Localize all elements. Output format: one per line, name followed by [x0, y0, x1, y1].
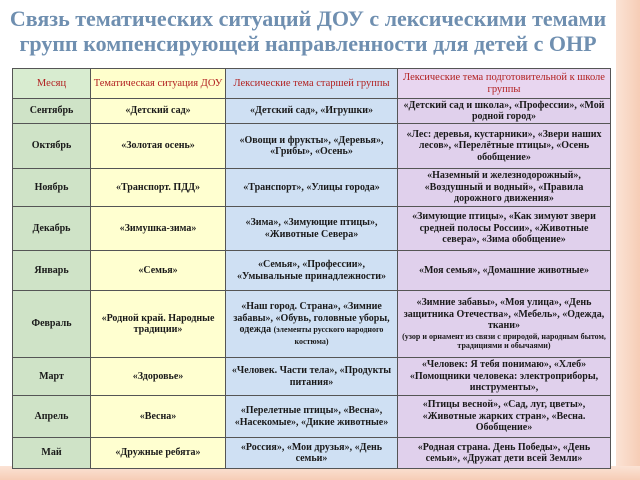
month-cell: Декабрь	[13, 207, 91, 251]
situation-cell: «Родной край. Народные традиции»	[91, 291, 226, 358]
prep-cell: «Птицы весной», «Сад, луг, цветы», «Животные жарких стран», «Весна. Обобщение»	[398, 396, 611, 438]
situation-cell: «Дружные ребята»	[91, 438, 226, 469]
prep-cell: «Человек: Я тебя понимаю», «Хлеб» «Помощники человека: электроприборы, инструменты»,	[398, 358, 611, 396]
senior-cell: «Транспорт», «Улицы города»	[226, 169, 398, 207]
page-title	[0, 6, 616, 56]
senior-cell-note: (элементы русского народного костюма)	[273, 325, 384, 346]
prep-cell-note: (узор и орнамент из связи с природой, народным бытом, традициями и обычаями)	[402, 331, 606, 351]
table-row	[13, 99, 611, 124]
month-cell: Февраль	[13, 291, 91, 358]
header-month: Месяц	[13, 69, 91, 99]
senior-cell: «Россия», «Мои друзья», «День семьи»	[226, 438, 398, 469]
prep-cell: «Моя семья», «Домашние животные»	[398, 251, 611, 291]
themes-table	[12, 68, 611, 469]
senior-cell: «Перелетные птицы», «Весна», «Насекомые», «Дикие животные»	[226, 396, 398, 438]
prep-cell-text: «Зимние забавы», «Моя улица», «День защитника Отечества», «Мебель», «Одежда, ткани»	[403, 297, 605, 332]
situation-cell: «Транспорт. ПДД»	[91, 169, 226, 207]
table-row	[13, 169, 611, 207]
prep-cell: «Зимующие птицы», «Как зимуют звери средней полосы России», «Животные севера», «Зима обобщение»	[398, 207, 611, 251]
situation-cell: «Здоровье»	[91, 358, 226, 396]
header-senior-group: Лексические тема старшей группы	[226, 69, 398, 99]
senior-cell: «Овощи и фрукты», «Деревья», «Грибы», «Осень»	[226, 124, 398, 169]
situation-cell: «Зимушка-зима»	[91, 207, 226, 251]
month-cell: Октябрь	[13, 124, 91, 169]
month-cell: Сентябрь	[13, 99, 91, 124]
month-cell: Ноябрь	[13, 169, 91, 207]
header-situation: Тематическая ситуация ДОУ	[91, 69, 226, 99]
senior-cell: «Человек. Части тела», «Продукты питания»	[226, 358, 398, 396]
senior-cell: «Зима», «Зимующие птицы», «Животные Севера»	[226, 207, 398, 251]
month-cell: Март	[13, 358, 91, 396]
situation-cell: «Весна»	[91, 396, 226, 438]
senior-cell-text: «Наш город. Страна», «Зимние забавы», «Обувь, головные уборы, одежда	[233, 301, 390, 335]
prep-cell: «Родная страна. День Победы», «День семьи», «Дружат дети всей Земли»	[398, 438, 611, 469]
slide-frame-right	[616, 0, 640, 480]
senior-cell: «Семья», «Профессии», «Умывальные принадлежности»	[226, 251, 398, 291]
table-row	[13, 251, 611, 291]
table-row	[13, 207, 611, 251]
senior-cell	[226, 291, 398, 358]
table-header-row	[13, 69, 611, 99]
table-row	[13, 124, 611, 169]
page-title-line-1: Связь тематических ситуаций ДОУ с лексическими темами	[9, 6, 607, 31]
month-cell: Январь	[13, 251, 91, 291]
table-row	[13, 438, 611, 469]
table-row	[13, 291, 611, 358]
table-row	[13, 396, 611, 438]
situation-cell: «Золотая осень»	[91, 124, 226, 169]
situation-cell: «Семья»	[91, 251, 226, 291]
page-title-line-2: групп компенсирующей направленности для детей с ОНР	[19, 31, 597, 56]
table-row	[13, 358, 611, 396]
month-cell: Апрель	[13, 396, 91, 438]
prep-cell: «Детский сад и школа», «Профессии», «Мой родной город»	[398, 99, 611, 124]
prep-cell: «Наземный и железнодорожный», «Воздушный и водный», «Правила дорожного движения»	[398, 169, 611, 207]
situation-cell: «Детский сад»	[91, 99, 226, 124]
month-cell: Май	[13, 438, 91, 469]
prep-cell: «Лес: деревья, кустарники», «Звери наших лесов», «Перелётные птицы», «Осень обобщение»	[398, 124, 611, 169]
senior-cell: «Детский сад», «Игрушки»	[226, 99, 398, 124]
header-prep-group: Лексические тема подготовительной к школе группы	[398, 69, 611, 99]
prep-cell	[398, 291, 611, 358]
